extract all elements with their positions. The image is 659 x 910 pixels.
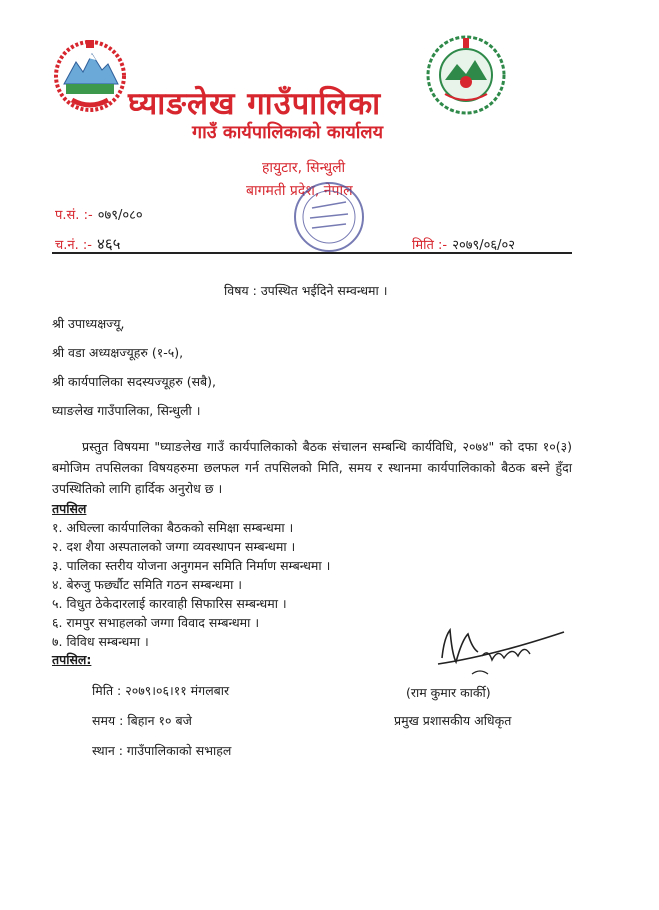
agenda-item: ७. विविध सम्बन्धमा । bbox=[52, 634, 149, 649]
agenda-heading: तपसिल bbox=[52, 501, 87, 516]
cn-value: ४६५ bbox=[97, 235, 121, 253]
office-stamp-icon bbox=[290, 178, 368, 256]
ps-value: ०७९/०८० bbox=[97, 208, 143, 223]
address-line-2: बागमती प्रदेश, नेपाल bbox=[246, 183, 353, 199]
nepal-emblem-icon bbox=[50, 36, 130, 114]
agenda-item: ५. विधुत ठेकेदारलाई कारवाही सिफारिस सम्बन्धमा । bbox=[52, 596, 287, 611]
ps-number bbox=[55, 204, 143, 223]
subject-line: विषय : उपस्थित भईदिने सम्वन्धमा । bbox=[224, 283, 388, 298]
agenda-item: ६. रामपुर सभाहलको जग्गा विवाद सम्बन्धमा । bbox=[52, 615, 260, 630]
meeting-place: स्थान : गाउँपालिकाको सभाहल bbox=[92, 743, 232, 758]
meeting-heading: तपसिल: bbox=[52, 652, 92, 667]
meeting-time: समय : बिहान १० बजे bbox=[92, 713, 192, 728]
signatory-name: (राम कुमार कार्की) bbox=[406, 685, 491, 700]
office-subtitle: गाउँ कार्यपालिकाको कार्यालय bbox=[192, 122, 384, 143]
recipient-1: श्री उपाध्यक्षज्यू, bbox=[52, 316, 125, 331]
cn-label: च.नं. :- bbox=[55, 238, 92, 253]
cn-number bbox=[55, 234, 120, 254]
signatory-designation: प्रमुख प्रशासकीय अधिकृत bbox=[394, 713, 512, 728]
agenda-item: १. अघिल्ला कार्यपालिका बैठकको समिक्षा सम्बन्धमा । bbox=[52, 520, 294, 535]
recipient-4: घ्याङलेख गाउँपालिका, सिन्धुली । bbox=[52, 403, 201, 418]
ps-label: प.सं. :- bbox=[55, 208, 93, 223]
agenda-item: ३. पालिका स्तरीय योजना अनुगमन समिति निर्माण सम्बन्धमा । bbox=[52, 558, 331, 573]
agenda-item: ४. बेरुजु फर्छ्यौट समिति गठन सम्बन्धमा । bbox=[52, 577, 243, 592]
header-divider bbox=[52, 252, 572, 254]
meeting-date: मिति : २०७९।०६।११ मंगलबार bbox=[92, 683, 230, 698]
recipient-2: श्री वडा अध्यक्षज्यूहरु (१-५), bbox=[52, 345, 184, 360]
municipality-title: घ्याङलेख गाउँपालिका bbox=[128, 86, 382, 122]
signature-icon bbox=[432, 618, 572, 690]
body-paragraph: प्रस्तुत विषयमा "घ्याङलेख गाउँ कार्यपालिकाको बैठक संचालन सम्बन्धि कार्यविधि, २०७४" को दफा १०(३) बमोजिम तपसिलका विषयहरुमा छलफल गर्न तपसिलको मिति, समय र स्थानमा कार्यपालिकाको बैठक बस्ने हुँदा उपस्थितिको लागि हार्दिक अनुरोध छ । bbox=[52, 439, 572, 496]
address-line-1: हायुटार, सिन्धुली bbox=[262, 160, 346, 176]
municipality-seal-icon bbox=[425, 34, 507, 116]
date-label: मिति :- bbox=[412, 238, 448, 253]
date-value: २०७९/०६/०२ bbox=[452, 238, 516, 253]
agenda-item: २. दश शैया अस्पतालको जग्गा व्यवस्थापन सम्बन्धमा । bbox=[52, 539, 296, 554]
date-ref bbox=[412, 234, 515, 253]
recipient-3: श्री कार्यपालिका सदस्यज्यूहरु (सबै), bbox=[52, 374, 217, 389]
